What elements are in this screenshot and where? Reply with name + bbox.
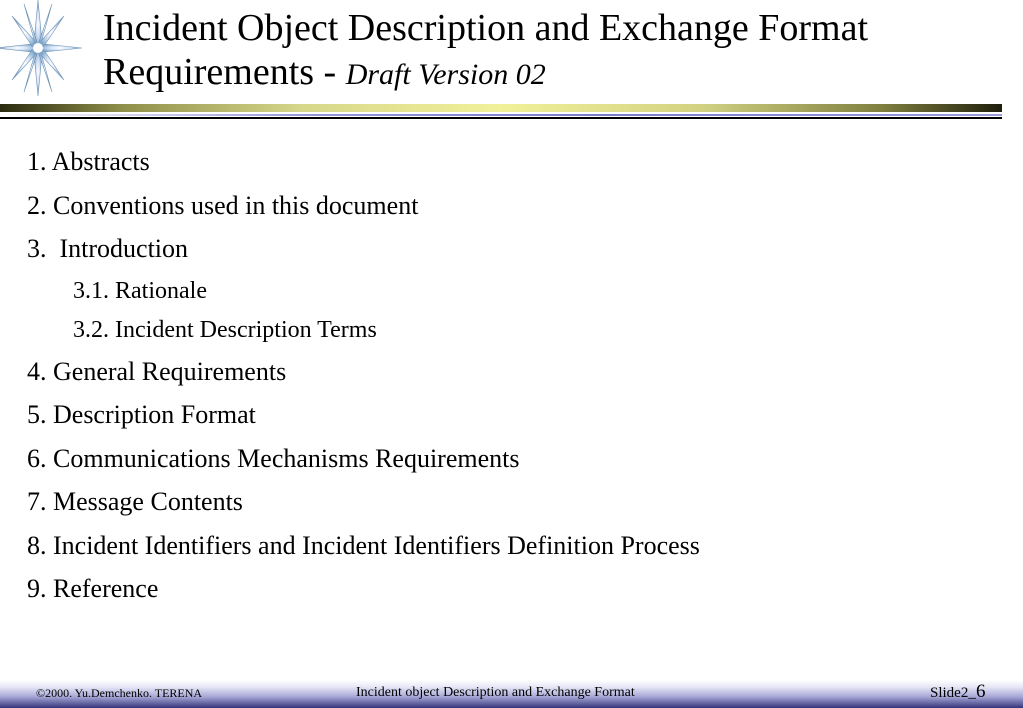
footer-copyright: ©2000. Yu.Demchenko. TERENA	[36, 686, 203, 700]
slide-number: 6	[976, 681, 986, 702]
title-divider-line	[0, 117, 1002, 119]
title-second: Requirements -	[103, 51, 346, 93]
toc-item: 8. Incident Identifiers and Incident Identifiers Definition Process	[27, 530, 700, 560]
slide-label: Slide2_	[930, 685, 976, 701]
title-main: Incident Object Description and Exchange Format	[103, 7, 869, 49]
slide-footer	[0, 680, 1023, 708]
toc-item: 3. Introduction	[27, 234, 189, 263]
toc-item: 6. Communications Mechanisms Requirements	[27, 443, 520, 473]
toc-subitem: 3.2. Incident Description Terms	[73, 317, 377, 343]
toc-item: 4. General Requirements	[27, 356, 287, 386]
title-divider-bar	[0, 104, 1002, 112]
toc-item: 7. Message Contents	[27, 487, 243, 516]
table-of-contents	[27, 146, 700, 617]
toc-item: 9. Reference	[27, 574, 159, 603]
toc-item: 1. Abstracts	[27, 147, 150, 176]
title-divider-line-accent	[0, 114, 1002, 116]
title-version: Draft Version 02	[345, 58, 546, 91]
page-title	[103, 6, 1003, 97]
footer-title: Incident object Description and Exchange Format	[356, 685, 635, 700]
toc-item: 2. Conventions used in this document	[27, 190, 419, 220]
star-burst-icon	[0, 0, 86, 100]
toc-item: 5. Description Format	[27, 400, 256, 429]
toc-subitem: 3.1. Rationale	[73, 277, 207, 304]
